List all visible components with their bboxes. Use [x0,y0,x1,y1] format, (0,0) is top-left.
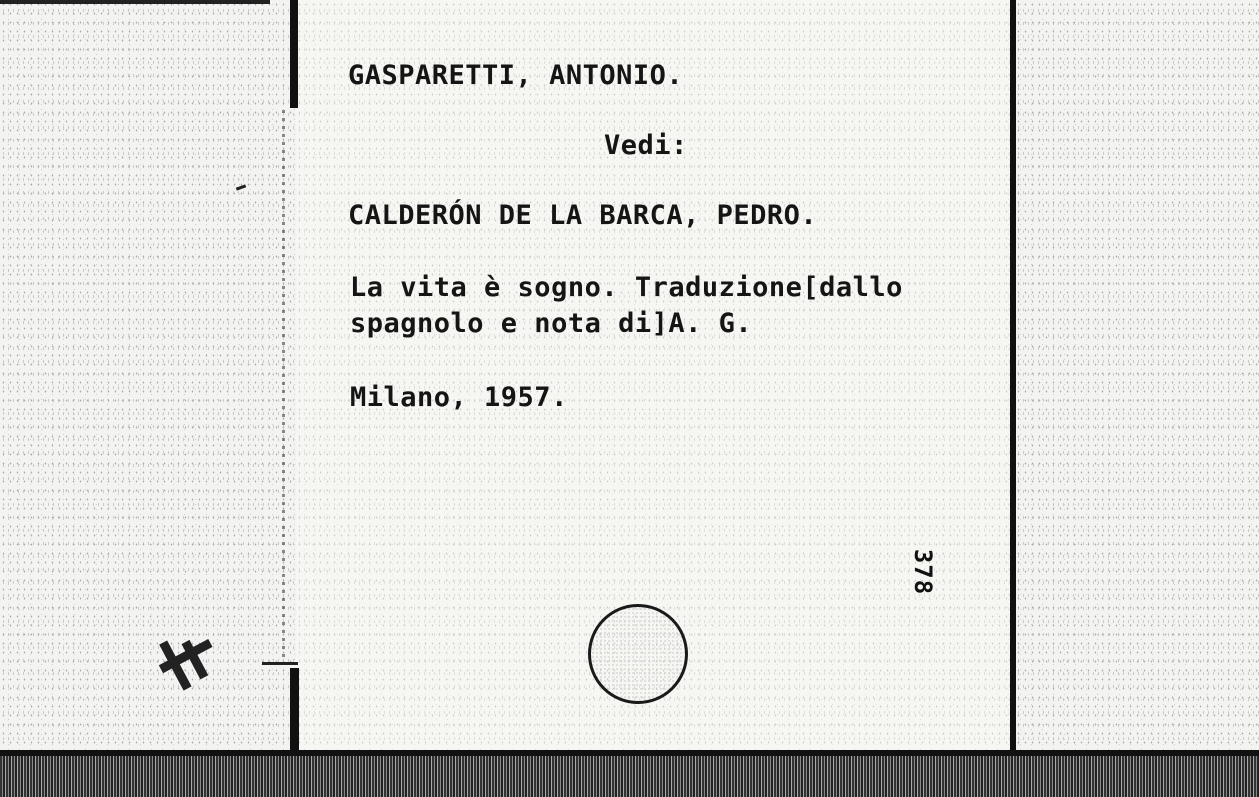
title-line-2: spagnolo e nota di]A. G. [350,308,753,339]
title-line-1: La vita è sogno. Traduzione[dallo [350,272,903,303]
top-edge-bar [0,0,270,4]
card-left-edge [290,0,298,108]
card-right-edge [1010,0,1016,752]
speck-mark [262,662,298,665]
author-entry: CALDERÓN DE LA BARCA, PEDRO. [348,200,818,231]
bottom-scan-strip [0,756,1259,797]
imprint: Milano, 1957. [350,382,568,413]
card-left-faint-line [282,110,285,670]
punch-hole [588,604,688,704]
see-reference-label: Vedi: [604,130,688,161]
card-left-edge-lower [290,668,299,754]
call-number: 378 [909,548,938,596]
card-heading: GASPARETTI, ANTONIO. [348,60,684,91]
